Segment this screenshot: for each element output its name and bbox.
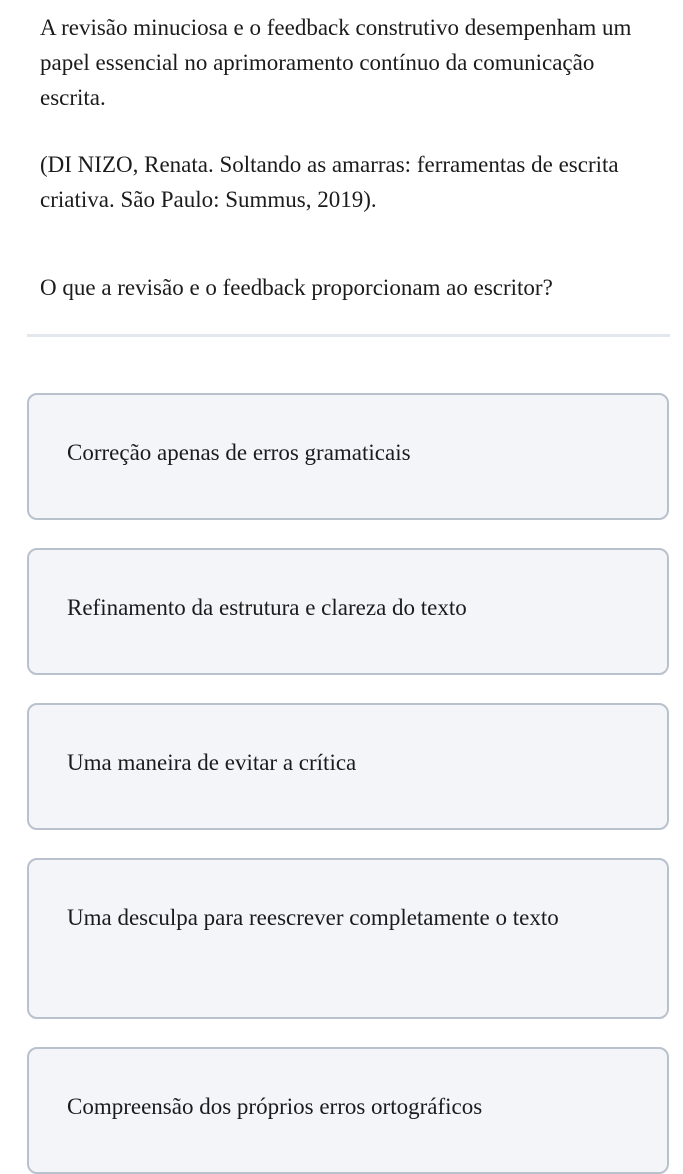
answer-options <box>27 393 670 1174</box>
answer-option-b[interactable] <box>27 548 669 675</box>
answer-option-label: Compreensão dos próprios erros ortográficos <box>67 1094 483 1119</box>
answer-option-c[interactable] <box>27 703 669 830</box>
divider <box>27 334 670 337</box>
answer-option-label: Correção apenas de erros gramaticais <box>67 440 411 465</box>
passage-citation: (DI NIZO, Renata. Soltando as amarras: ferramentas de escrita criativa. São Paulo: Summus, 2019). <box>40 152 619 212</box>
question-text: O que a revisão e o feedback proporcionam ao escritor? <box>40 275 553 300</box>
answer-option-a[interactable] <box>27 393 669 520</box>
question-content <box>40 10 650 305</box>
passage-text: A revisão minuciosa e o feedback construtivo desempenham um papel essencial no aprimoramento contínuo da comunicação escrita. <box>40 15 632 110</box>
answer-option-e[interactable] <box>27 1047 669 1174</box>
answer-option-label: Refinamento da estrutura e clareza do texto <box>67 595 467 620</box>
answer-option-label: Uma maneira de evitar a crítica <box>67 750 357 775</box>
answer-option-label: Uma desculpa para reescrever completamente o texto <box>67 905 559 930</box>
answer-option-d[interactable] <box>27 858 669 1019</box>
